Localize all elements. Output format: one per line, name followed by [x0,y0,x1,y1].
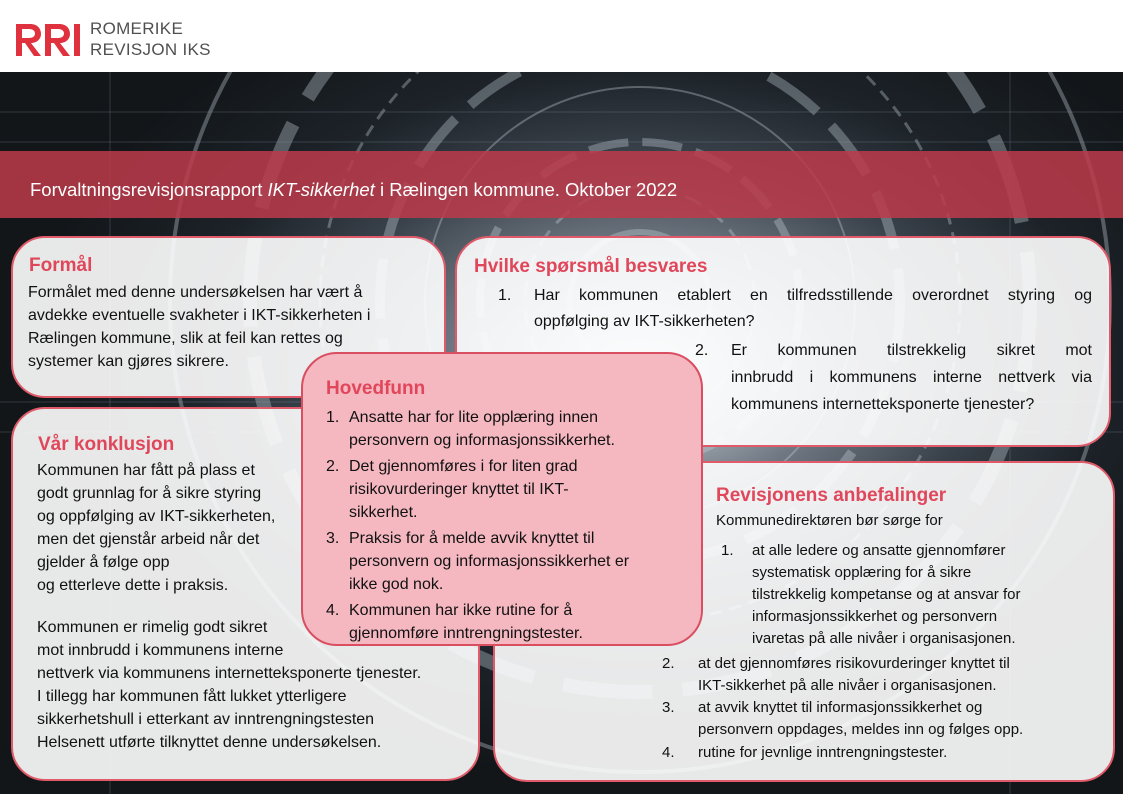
recommendation-number: 1. [721,542,734,559]
finding-text-line: risikovurderinger knyttet til IKT- [349,481,569,498]
recommendation-text-line: IKT-sikkerhet på alle nivåer i organisasjonen. [698,677,997,694]
recommendation-text-line: rutine for jevnlige inntrengningstester. [698,744,948,761]
recommendations-title: Revisjonens anbefalinger [716,485,947,506]
finding-text-line: personvern og informasjonssikkerhet er [349,553,630,570]
recommendation-number: 3. [662,699,675,716]
finding-text-line: gjennomføre inntrengningstester. [349,625,583,642]
finding-text-line: ikke god nok. [349,576,444,593]
conclusion-text-line: Kommunen har fått på plass et [37,462,255,479]
conclusion-text-line: I tillegg har kommunen fått lukket ytterligere [37,688,347,705]
formal-text-line: Formålet med denne undersøkelsen har vært å [28,284,363,301]
report-title-suffix: i Rælingen kommune. Oktober 2022 [374,179,678,200]
formal-title: Formål [29,255,93,276]
recommendations-intro: Kommunedirektøren bør sørge for [716,512,943,529]
recommendation-number: 4. [662,744,675,761]
conclusion-text-line: men det gjenstår arbeid når det [37,531,260,548]
conclusion-text-line: og etterleve dette i praksis. [37,577,229,594]
question-number: 1. [498,287,512,304]
question-text-line: oppfølging av IKT-sikkerheten? [534,313,755,330]
finding-number: 3. [326,530,340,547]
conclusion-text-line: nettverk via kommunens internetteksponerte tjenester. [37,665,422,682]
recommendation-text-line: ivaretas på alle nivåer i organisasjonen. [752,630,1016,647]
recommendation-text-line: tilstrekkelig kompetanse og at ansvar for [752,586,1021,603]
recommendation-text-line: personvern oppdages, meldes inn og følges opp. [698,721,1024,738]
recommendation-text-line: at alle ledere og ansatte gjennomfører [752,542,1006,559]
findings-title: Hovedfunn [326,378,426,399]
recommendation-text-line: systematisk opplæring for å sikre [752,564,972,581]
conclusion-text-line: godt grunnlag for å sikre styring [37,485,262,502]
conclusion-text-line: sikkerhetshull i etterkant av inntrengningstesten [37,711,375,728]
formal-text-line: Rælingen kommune, slik at feil kan rettes og [28,330,343,347]
finding-text-line: Praksis for å melde avvik knyttet til [349,530,595,547]
report-title-topic: IKT-sikkerhet [267,179,375,200]
recommendation-text-line: informasjonssikkerhet og personvern [752,608,998,625]
conclusion-text-line: mot innbrudd i kommunens interne [37,642,284,659]
logo-text [90,18,211,60]
conclusion-text-line: Kommunen er rimelig godt sikret [37,619,268,636]
finding-text-line: Kommunen har ikke rutine for å [349,602,573,619]
conclusion-text-line: Helsenett utførte tilknyttet denne undersøkelsen. [37,734,382,751]
finding-text-line: sikkerhet. [349,504,418,521]
conclusion-text-line: gjelder å følge opp [37,554,170,571]
logo-line-2: REVISJON IKS [90,40,211,59]
romerike-revisjon-logo-icon [14,20,86,58]
conclusion-text-line: og oppfølging av IKT-sikkerheten, [37,508,276,525]
finding-text-line: Ansatte har for lite opplæring innen [349,409,599,426]
finding-number: 4. [326,602,340,619]
recommendation-number: 2. [662,655,675,672]
report-title [30,179,677,201]
recommendation-text-line: at det gjennomføres risikovurderinger knyttet til [698,655,1010,672]
recommendation-text-line: at avvik knyttet til informasjonssikkerhet og [698,699,983,716]
logo-line-1: ROMERIKE [90,19,184,38]
finding-number: 1. [326,409,340,426]
conclusion-title: Vår konklusjon [38,434,175,455]
report-title-prefix: Forvaltningsrevisjonsrapport [30,179,268,200]
finding-text-line: personvern og informasjonssikkerhet. [349,432,615,449]
formal-text-line: avdekke eventuelle svakheter i IKT-sikkerheten i [28,307,371,324]
question-text-line: kommunens internetteksponerte tjenester? [731,396,1035,413]
finding-text-line: Det gjennomføres i for liten grad [349,458,578,475]
question-number: 2. [695,342,709,359]
header [0,0,1123,72]
finding-number: 2. [326,458,340,475]
formal-text-line: systemer kan gjøres sikrere. [28,353,229,370]
question-text-line: Er kommunen tilstrekkelig sikret mot [731,342,1092,359]
question-text-line: innbrudd i kommunens interne nettverk via [731,369,1092,386]
question-text-line: Har kommunen etablert en tilfredsstillende overordnet styring og [534,287,1092,304]
questions-title: Hvilke spørsmål besvares [474,256,708,277]
